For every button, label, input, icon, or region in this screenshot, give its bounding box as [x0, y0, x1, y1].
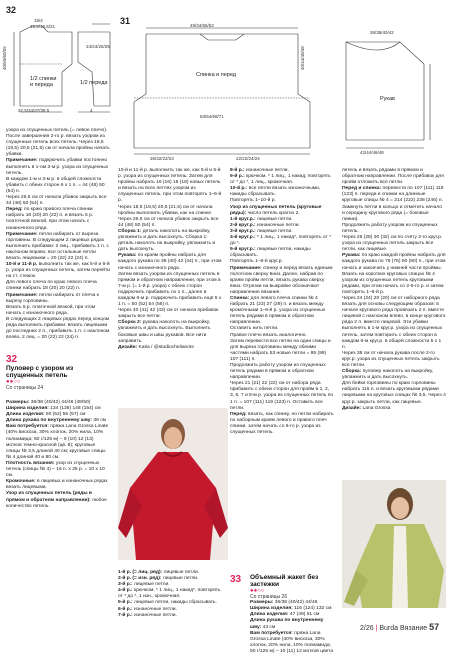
- paragraph: [230, 339, 334, 363]
- paragraph-text: перевести по 107 (111) 119 (123) п. переда и спинки на длинные круговые спицы № 4 = 214 (222) 238 (246) п.: [342, 186, 444, 204]
- paragraph-text: пряжа Lana Grossa Linate (40% вискоза, 30% хлопок, 20% нила, 10% полиамида; 50 г/125 м) – 9 (10) 12 (13) мотков темно-красной (цв. 8); круговые спицы № 3,5 длиной 40 см; круговые спицы № 4 длиной 40 и 80 см.: [6, 424, 109, 460]
- paragraph: [118, 613, 222, 619]
- difficulty-dots: ●●○○: [6, 379, 21, 385]
- paragraph-lead: 6-й р.:: [118, 606, 133, 612]
- paragraph: [6, 317, 110, 341]
- dim-label: 22/22/24/24: [236, 156, 260, 161]
- paragraph: [342, 272, 446, 296]
- paragraph-text: Затем вязать узором из спущенных петель в прямом и обратном направлении, при этом в 7-м р. (= 1-й р. узора) с обеих сторон подкрючить прибавить по 1 п., далее в каждом 6-м р. подкрючить прибавить ещё 5 x 1 п. = 50 (52) 54 (56) п.: [118, 271, 222, 308]
- paragraph-text: по краю каждой пройны набрать для каждого рукава по 76 (76) 80 (80) п., при этом начать и закончить у нижней части проймы.: [342, 253, 446, 271]
- paragraph-lead: Длина изделия:: [250, 612, 289, 618]
- paragraph: [230, 381, 334, 411]
- paragraph-text: Через 26 (28) 30 (32) см по счёту 2-го круг.р. узора из спущенных петель закрыть все петли, как лицевые.: [342, 235, 443, 253]
- paragraph: [230, 186, 334, 198]
- dim-label: 18,5/19,5/21: [30, 24, 56, 29]
- paragraph: [230, 205, 334, 217]
- paragraph: [118, 320, 222, 344]
- brand-name: Burda Вязание: [379, 625, 428, 632]
- paragraph-text: крючком. * 1 лиц., 1 накид; повторять от * до *, 1 лиц., кромочная.: [230, 174, 331, 186]
- paragraph-lead: Примечание:: [6, 292, 38, 298]
- paragraph: [6, 305, 110, 317]
- dim-label: 63/54/68/71: [200, 114, 224, 119]
- section-title: Пуловер с узором из спущенных петель: [6, 365, 74, 379]
- paragraph-lead: Сборка:: [342, 369, 362, 375]
- dim-label: 36/38/40/42: [370, 30, 394, 35]
- paragraph-lead: 2-й р. (= изн. ряд):: [118, 576, 162, 582]
- paragraph-lead: 10-й р.:: [230, 186, 248, 192]
- paragraph-text: Для бейки горловины по краю горловины набрать 116 п. и вязать круговыми рядами лицевыми на круговых спицах № 3,5. Через 4 круг.р. закрыть петли, как лицевые.: [342, 381, 446, 405]
- paragraph: [342, 168, 446, 186]
- paragraph-text: Через 38 см от начала рукава после 2-го круг.р. узора из спущенных петель закрыть все петли.: [342, 350, 440, 368]
- paragraph: [118, 588, 222, 600]
- paragraph: [230, 412, 334, 436]
- section-number: 32: [6, 354, 18, 365]
- paragraph-text: по краю правого плеча спинки набрать 18 (20) 20 (22) п. и вязать 5 р. платочной вязкой, при этом начать с изнаночного ряда.: [6, 207, 94, 231]
- paragraph: [6, 262, 110, 280]
- paragraph-lead: Примечание:: [6, 231, 38, 237]
- paragraph-text: Повторять 1–10-й р.: [230, 198, 276, 204]
- paragraph-lead: Дизайн:: [342, 405, 362, 411]
- paragraph-text: Через 26,5 см от начала убавок закрыть все 44 (48) 50 (54) п.: [6, 195, 107, 207]
- schematic-number-31: 31: [120, 16, 131, 26]
- paragraph: [250, 618, 336, 630]
- paragraph: [342, 296, 446, 351]
- paragraph-text: деталь наколоть на выкройку, увлажнить и дать высохнуть. Сборка 1: деталь наколоть на выкройку, увлажнить и дать высохнуть.: [118, 228, 216, 253]
- page-reference: Со страницы 24: [6, 385, 44, 391]
- paragraph-text: подкрючить убавки постоянно выполнять в 1-ом 3-м р. узора из спущенных петель.: [6, 158, 109, 176]
- paragraph-lead: 5-й р.:: [118, 600, 133, 606]
- paragraph-lead: 2-й круг.р.:: [230, 222, 256, 228]
- paragraph: [118, 229, 222, 253]
- schematic-label-back: 1/2 спинки: [30, 76, 57, 82]
- dim-label: 15/4: [34, 18, 43, 23]
- paragraph-text: лицевые петли, накиды сбрасывать.: [132, 600, 217, 606]
- difficulty-dots: ●●○○: [250, 588, 265, 594]
- photo-red-pullover: [118, 408, 228, 560]
- paragraph: [230, 266, 334, 296]
- paragraph-text: 10-й и 11-й р. выполнить так же, как 5-й и 6-й р. узора из спущенных петель. Затем для пройны набрать 16 (16) 18 (18) новых петель и вязать на всех петлях узором из спущенных петель, при этом повторять 1–6-й р.: [118, 168, 222, 204]
- paragraph: [6, 232, 110, 262]
- paragraph-lead: Длина изделия:: [6, 412, 45, 418]
- paragraph: [6, 293, 110, 305]
- paragraph: [230, 174, 334, 186]
- paragraph: [342, 351, 446, 369]
- paragraph-text: лицевые петли, накиды сбрасывать.: [230, 247, 311, 259]
- paragraph-text: лицевые петли.: [161, 576, 199, 582]
- paragraph-text: Через 18,5 (19,5) 20,5 (21,5) см от начала пройны выполнить убавки, как на спинке. Через 26,5 см от начала убавок закрыть все 44 (48) 50 (54) п.: [118, 204, 219, 228]
- paragraph: [6, 195, 110, 207]
- paragraph: [6, 424, 110, 461]
- paragraph-text: крючком. * 1 лиц., 1 накид*, повторять от * до *, 1 изн., кромочная.: [118, 588, 221, 600]
- text-column-2: [118, 168, 222, 408]
- paragraph-lead: 4-й р.:: [118, 588, 133, 594]
- text-column-1: [6, 128, 110, 352]
- paragraph-lead: Рукава:: [118, 253, 137, 259]
- paragraph-text: в лицевых и изнаночных рядах вязать лицевыми.: [6, 479, 108, 491]
- paragraph-lead: Размеры:: [250, 600, 274, 606]
- paragraph-text: 36/38 (40/42) 44/46 (48/50): [29, 400, 91, 405]
- dim-label: 4: [90, 108, 93, 113]
- paragraph-text: спинку и перед вязать единым полотном сверху вниз. Далее, набрав по краям пройм петли, вязать рукава сверху вниз. Отрезки на выкройке обозначают направление вязания.: [230, 265, 333, 295]
- paragraph-text: лицевые петли.: [132, 582, 170, 588]
- paragraph-text: Через 24 (24) 20 (20) см от наборного ряда вязать для основы следующим образом: в начале кругового ряда провязать 2 п. вместе лицевой с наклоном влево, в конце кругового ряда 2 п. вместе лицевой. Эти убавки выполнять в 1-м круг.р. узора из спущенных петель, затем повторить с обеих сторон в каждом 6-м круг.р. в общей сложности 5 x 1 п.: [342, 295, 446, 350]
- paragraph-text: выполнить так же, как 5-й и 6-й р. узора из спущенных петель, затем перейти на ст. стежок.: [6, 262, 110, 280]
- paragraph: [342, 381, 446, 405]
- paragraph-text: 38 см: [92, 418, 107, 424]
- paragraph-text: пуловер наколоть на выкройку, увлажнить и дать высохнуть.: [342, 369, 434, 381]
- section-33-body: [250, 574, 336, 654]
- paragraph-text: вязать, как спинку, но петли набирать по наборным краям левого и правого плеч спинки, затем начать со 6-го р. узора из спущенных петель.: [230, 411, 334, 436]
- paragraph-text: петель и вязать рядами в прямом и обратном направлении. После прибавок для пройм отложить все петли.: [342, 168, 444, 186]
- paragraph: [118, 308, 222, 320]
- paragraph: [342, 205, 446, 223]
- paragraph-text: изнаночные петли.: [244, 168, 289, 173]
- paragraph-lead: 3-й р.:: [118, 582, 133, 588]
- paragraph-lead: Кромочные:: [6, 479, 36, 485]
- paragraph-lead: Ширина изделия:: [250, 606, 293, 612]
- paragraph: [250, 631, 336, 655]
- paragraph-lead: Перед и спинка:: [342, 186, 382, 192]
- paragraph: [118, 272, 222, 309]
- paragraph-text: Для левого плеча по краю левого плеча спинки набрать 18 (20) 20 (22) п.: [6, 280, 97, 292]
- paragraph-text: В каждом 1-м и 3-м р. в общей сложности убавить с обеих сторон 6 x 1 п. = 44 (48) 50 (54) п.: [6, 176, 105, 194]
- paragraph: [6, 177, 110, 195]
- schematic-label-front: 1/2 переда: [80, 80, 108, 86]
- paragraph-lead: Длина рукава по внутреннему шву:: [250, 618, 324, 630]
- paragraph: [118, 168, 222, 205]
- dim-label: 40/50/60/55: [2, 46, 7, 70]
- paragraph-text: Продолжить работу узором из спущенных петель.: [342, 222, 438, 234]
- paragraph-lead: Ширина изделия:: [6, 406, 49, 412]
- paragraph: [230, 235, 334, 247]
- dim-label: 26/32/22/23: [150, 156, 174, 161]
- paragraph-text: Продолжить работу узором из спущенных петель рядами в прямом и обратном направлении.: [230, 363, 326, 381]
- paragraph: [118, 253, 222, 271]
- paragraph-lead: 7-й р.:: [118, 612, 133, 618]
- paragraph-text: Повторять 1–6-й круг.р.: [230, 259, 283, 265]
- paragraph-text: Через 21 (21) 22 (22) см от набора ряда прибавить с обеих сторон для пройм в 1, 2, 3, 6, 7 и 8-м р. узора из спущенных петель по 1 п. = 107 (111) 119 (123) п. Оставить все петли.: [230, 381, 334, 411]
- paragraph-lead: Сборка 1:: [118, 228, 142, 234]
- paragraph-text: для левого плеча спинки № 4 набрать 21 (23) 27 (29) п. и вязать между кромочными 1–6-й р. узора из спущенных петель рядами в прямом и обратном направлении.: [230, 295, 326, 326]
- paragraph-lead: Длина рукава по внутреннему шву:: [6, 418, 93, 424]
- paragraph-text: Оставить нить петли.: [230, 326, 279, 332]
- photo-green-cardigan: [342, 480, 446, 608]
- section-32-header: [6, 354, 110, 391]
- dim-label: 24/24/25/25: [86, 44, 110, 49]
- paragraph: [118, 205, 222, 229]
- paragraph-text: петли набирать от плеча к вырезу горловины.: [6, 292, 99, 304]
- page-reference: Со страницы 26: [250, 594, 288, 601]
- issue-number: 2/26: [360, 625, 374, 632]
- schematic-number-32: 32: [6, 5, 17, 15]
- paragraph-lead: 5-й круг.р.:: [230, 247, 256, 253]
- section-32-rows: [118, 570, 222, 634]
- paragraph-text: Через 40 (41) 42 (43) см от начала прибавок закрыть все петли.: [118, 308, 219, 320]
- paragraph-text: Katia / @studiochelianots: [137, 344, 194, 350]
- page-number: 57: [429, 622, 440, 632]
- paragraph-text: 36/38 (40/42) 44/46: [273, 600, 318, 606]
- dim-label: 32,5/34/37/38,5: [18, 108, 50, 113]
- paragraph: [342, 406, 446, 412]
- paragraph-text: 134 (138) 148 (154) см: [48, 406, 101, 412]
- paragraph-lead: 1-й р. (= лиц. ряд):: [118, 570, 163, 575]
- paragraph-text: число петель кратно 2.: [246, 210, 300, 216]
- paragraph: [6, 479, 110, 491]
- paragraph: [6, 128, 110, 158]
- paragraph: [6, 461, 110, 479]
- paragraph-text: лицевые петли.: [255, 228, 293, 234]
- paragraph-lead: Размеры:: [6, 400, 30, 405]
- schematic-31: [124, 24, 320, 158]
- paragraph: [6, 158, 110, 176]
- paragraph-lead: 3-й круг.р.:: [230, 228, 256, 234]
- section-number: 33: [230, 574, 242, 585]
- paragraph-text: * 1 лиц., 1 накид*, повторять от * до *.: [230, 235, 332, 247]
- dim-label: 40/44/40/48: [300, 46, 305, 70]
- paragraph-text: Вязать на коротких круговых спицах № 4 узором из спущенных петель круговыми рядами, при этом начать со 2-5-го р. и затем повторять 1–6-й р.: [342, 271, 444, 295]
- paragraph-lead: 8-й р.:: [230, 168, 245, 173]
- schematic-32: [6, 14, 114, 120]
- paragraph-lead: Перед:: [230, 411, 247, 417]
- paragraph-lead: Узор из спущенных петель (круговые ряды):: [230, 204, 322, 216]
- dim-label: 42/44/46/48: [360, 150, 384, 155]
- paragraph: [230, 363, 334, 381]
- paragraph-text: Lana Grossa: [361, 405, 391, 411]
- paragraph-text: все петли вязать изнаночными, накиды сбрасывать.: [230, 186, 321, 198]
- paragraph: [6, 207, 110, 231]
- text-column-3: [230, 168, 334, 570]
- text-column-4: [342, 168, 446, 472]
- paragraph: [342, 369, 446, 381]
- paragraph-lead: Перед:: [6, 207, 23, 213]
- section-title: Объемный жакет без застежки: [250, 574, 319, 588]
- paragraph-lead: 1-й круг.р.:: [230, 216, 256, 222]
- paragraph: [118, 345, 222, 351]
- paragraph-lead: 10-й и 11-й р.: [6, 262, 38, 268]
- paragraph-text: Правое плечо вязать аналогично.: [230, 332, 307, 338]
- paragraph-text: пряжа Lana Grossa Linate (40% вискоза, 30% хлопок, 20% нила, 10% полиамида; 50 г/125 м) – 10 (11) 12 мотков цвета: [250, 630, 334, 654]
- paragraph-lead: Примечание:: [230, 265, 262, 271]
- paragraph-text: 50 (52) 55 (57) см: [44, 412, 86, 418]
- paragraph-lead: Сборка 2:: [118, 320, 142, 326]
- paragraph-text: лицевые петли.: [255, 216, 293, 222]
- paragraph-text: 43 см: [261, 624, 276, 630]
- paragraph-text: узор из спущенных петель (спицы № 4) – 16 п. x 25 р. = 10 x 10 см.: [6, 460, 105, 479]
- paragraph-text: изнаночные петли.: [132, 606, 177, 612]
- paragraph: [230, 247, 334, 259]
- paragraph-lead: Вам потребуется:: [250, 630, 293, 636]
- paragraph: [230, 296, 334, 326]
- paragraph-text: узора из спущенных петель (= левое плечо). После завершения 2-го р. вязать узором из спущенных петель всех петель. Через 18,5 (19,5) 20,5 (21,5) см от начала пройны начать убавки.: [6, 128, 110, 158]
- paragraph-lead: Узор из спущенных петель (ряды в прямом и обратном направлении):: [6, 491, 92, 503]
- paragraph-lead: 9-й р.:: [230, 174, 245, 180]
- red-pullover-illustration: [118, 408, 228, 560]
- paragraph-lead: Рукава:: [342, 253, 361, 259]
- paragraph: [342, 186, 446, 204]
- paragraph-text: любое количество петель.: [6, 497, 107, 509]
- footer: 2/26 | Burda Вязание 57: [360, 622, 440, 632]
- paragraph-text: изнаночные петли.: [255, 222, 300, 228]
- schematic-label-sleeve: Рукав: [380, 96, 395, 102]
- paragraph: [6, 491, 110, 509]
- paragraph-text: 47 (49) 51 см: [288, 612, 320, 618]
- paragraph-text: изнаночные петли.: [132, 612, 177, 618]
- paragraph-text: 116 (124) 132 см: [292, 606, 332, 612]
- paragraph-lead: Дизайн:: [118, 344, 138, 350]
- paragraph: [342, 223, 446, 235]
- paragraph-text: по краям пройны набрать для каждого рукава по 38 (40) 42 (44) п., при этом начать с изнаночного ряда.: [118, 253, 222, 271]
- section-32-body: [6, 400, 110, 634]
- paragraph: [6, 280, 110, 292]
- paragraph-lead: Примечание:: [6, 158, 38, 164]
- paragraph-text: Вязать 5 р. платочной вязкой, при этом начать с изнаночного ряда.: [6, 304, 96, 316]
- paragraph-text: Замкнуть петли в кольцо и отметить начало и середину кругового ряда (= боковые линии).: [342, 204, 442, 222]
- schematic-label-back-front: и переда: [30, 82, 53, 88]
- schematic-label-back-front: Спинка и перед: [196, 72, 237, 78]
- paragraph-lead: Спинка:: [230, 295, 250, 301]
- paragraph: [342, 253, 446, 271]
- green-cardigan-illustration: [342, 480, 446, 608]
- dim-label: 49/34/56/63: [190, 23, 214, 28]
- paragraph: [342, 235, 446, 253]
- paragraph-lead: 4-й круг.р.:: [230, 235, 256, 241]
- paragraph-text: В следующих 2 лицевых рядах перед концом ряда выполнить прибавки: вязать лицевыми до последних 2 п., прибавить 1 п. с наклоном влево, 2 лиц. = 20 (22) 22 (24) п.: [6, 316, 110, 341]
- paragraph-text: лицевые петли.: [162, 570, 200, 575]
- paragraph-text: Затем перевести все петли на одни спицы и для выреза горловины между обеими частями набрать 53 новые петли = 95 (99) 107 (111) п.: [230, 338, 331, 362]
- paragraph-lead: Вам потребуется:: [6, 424, 49, 430]
- paragraph-text: петли набирать от выреза горловины. В следующем 2 лицевых рядах выполнить прибавки: 2 лиц., прибавить 1 п. с наклоном вправо, все остальные петли вязать лицевыми = 20 (22) 22 (24) п.: [6, 231, 109, 261]
- paragraph-lead: Плотность вязания:: [6, 460, 55, 466]
- paragraph-text: рукава наколоть на выкройку, увлажнить и дать высохнуть. Выполнить боковые швы и швы рукавов. Все нити заправить.: [118, 320, 211, 344]
